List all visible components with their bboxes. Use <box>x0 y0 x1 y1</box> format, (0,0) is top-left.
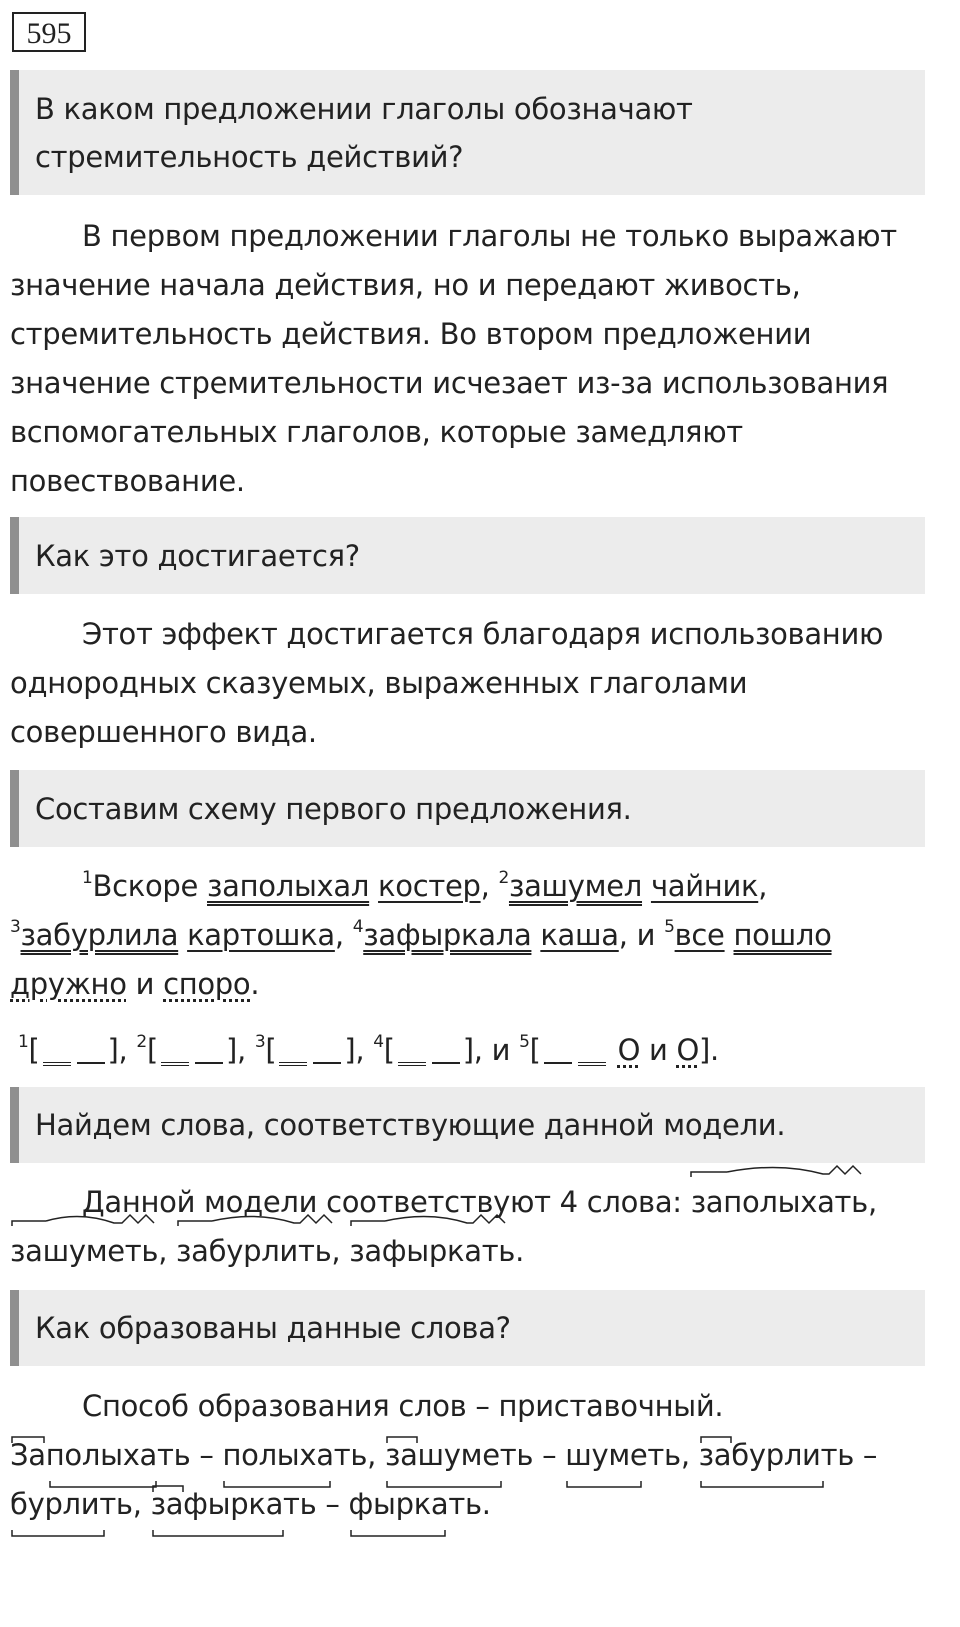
question-5 <box>10 1290 925 1366</box>
schema-conjunction: и <box>649 1033 668 1067</box>
answer-1 <box>10 212 925 506</box>
schema-predicate-line <box>578 1061 606 1066</box>
word-text: забурлить <box>698 1438 854 1472</box>
word-text: заполыхать <box>690 1185 868 1219</box>
base-word <box>349 1480 482 1529</box>
conjunction-word: и <box>135 967 155 1001</box>
clause-number: 3 <box>10 917 21 937</box>
word-text: зафыркать <box>349 1234 516 1268</box>
question-2-text: Как это достигается? <box>35 538 360 573</box>
word-text: забурлить <box>176 1234 332 1268</box>
schema-predicate-line <box>279 1061 307 1066</box>
morpheme-marks-icon <box>151 1480 291 1540</box>
adverbial-word: дружно <box>10 967 127 1001</box>
answer-4-lead: Данной модели соответствуют 4 слова: <box>82 1185 682 1219</box>
clause-number: 5 <box>664 917 675 937</box>
question-3-text: Составим схему первого предложения. <box>35 791 632 826</box>
prefixed-word <box>385 1431 533 1480</box>
morpheme-marks-icon <box>565 1431 645 1491</box>
schema-subject-line <box>77 1061 105 1064</box>
morpheme-marks-icon <box>349 1219 509 1239</box>
clause-number: 4 <box>352 917 364 937</box>
question-4-text: Найдем слова, соответствующие данной модели. <box>35 1108 786 1142</box>
schema-predicate-line <box>398 1061 426 1066</box>
conjunction-word: и <box>636 918 656 952</box>
schema-predicate-line <box>43 1061 71 1066</box>
question-3 <box>10 770 925 847</box>
morpheme-word <box>176 1227 331 1276</box>
base-word <box>10 1480 133 1529</box>
question-4 <box>10 1087 925 1163</box>
morpheme-marks-icon <box>691 1170 871 1190</box>
morpheme-word <box>691 1178 868 1227</box>
answer-5: Способ образования слов – приставочный. Заполыхать – полыхать, зашуметь – шуметь, забурлить – бурлить, зафыркать – фыркать. <box>10 1382 925 1529</box>
prefixed-word <box>699 1431 854 1480</box>
exercise-number: 595 <box>12 12 86 52</box>
morpheme-marks-icon <box>699 1431 829 1491</box>
answer-1-text: В первом предложении глаголы не только выражают значение начала действия, но и передают живость, стремительность действия. Во втором предложении значение стремительности исчезает из-за использования вспомогательных глаголов, которые замедляют повествование. <box>10 219 897 498</box>
base-word <box>222 1431 367 1480</box>
sentence-analysis: $^1$Вскоре заполыхал костер, $^2$зашумел чайник, $^3$забурлила картошка, $^4$зафыркала каша, и $^5$все пошло дружно и споро. <box>10 868 832 1001</box>
subject-word: каша <box>540 918 619 952</box>
schema-number: 4 <box>373 1032 384 1052</box>
schema-adverbial: О <box>676 1033 700 1067</box>
schema-adverbial: О <box>617 1033 641 1067</box>
schema-subject-line <box>195 1061 223 1064</box>
word-text: шуметь <box>565 1438 681 1472</box>
prefixed-word <box>10 1431 190 1480</box>
word-text: зашуметь <box>384 1438 534 1472</box>
adverb-word: Вскоре <box>92 869 199 903</box>
word-text: зафыркать <box>150 1487 317 1521</box>
predicate-word: зафыркала <box>363 918 532 952</box>
question-2 <box>10 517 925 594</box>
question-5-text: Как образованы данные слова? <box>35 1311 511 1345</box>
schema-subject-line <box>432 1061 460 1064</box>
morpheme-marks-icon <box>176 1219 336 1239</box>
sentence-schema: $^1$[ ], $^2$[ ], $^3$[ ], $^4$[ ], и $^5$[ О и О]. <box>18 1032 719 1067</box>
morpheme-marks-icon <box>10 1480 110 1540</box>
clause-number: 1 <box>82 868 93 888</box>
subject-word: костер <box>378 869 481 903</box>
answer-4: Данной модели соответствуют 4 слова: заполыхать, зашуметь, забурлить, зафыркать. <box>10 1178 925 1276</box>
question-1-text: В каком предложении глаголы обозначают стремительность действий? <box>35 91 693 174</box>
subject-word: чайник <box>650 869 759 903</box>
schema-number: 2 <box>136 1032 147 1052</box>
morpheme-marks-icon <box>349 1480 449 1540</box>
predicate-word: заполыхал <box>207 869 370 903</box>
schema-subject-line <box>313 1061 341 1064</box>
answer-2-text: Этот эффект достигается благодаря использованию однородных сказуемых, выраженных глаголами совершенного вида. <box>10 617 884 749</box>
predicate-word: пошло <box>733 918 832 952</box>
word-text: Заполыхать <box>10 1438 191 1472</box>
question-1 <box>10 70 925 195</box>
schema-number: 1 <box>18 1032 29 1052</box>
morpheme-word <box>10 1227 158 1276</box>
schema-number: 5 <box>519 1032 530 1052</box>
predicate-word: зашумел <box>508 869 643 903</box>
subject-word: картошка <box>187 918 335 952</box>
word-text: зашуметь <box>10 1234 159 1268</box>
answer-2 <box>10 610 925 757</box>
word-text: полыхать <box>222 1438 368 1472</box>
subject-word: все <box>674 918 725 952</box>
predicate-word: забурлила <box>20 918 179 952</box>
word-text: фыркать <box>348 1487 482 1521</box>
word-text: бурлить <box>10 1487 133 1521</box>
prefixed-word <box>151 1480 317 1529</box>
clause-number: 2 <box>498 868 509 888</box>
base-word <box>565 1431 681 1480</box>
schema-conjunction: и <box>491 1033 511 1067</box>
morpheme-word <box>349 1227 515 1276</box>
schema-subject-line <box>544 1061 572 1064</box>
adverbial-word: споро <box>163 967 251 1001</box>
schema-number: 3 <box>254 1032 266 1052</box>
schema-predicate-line <box>161 1061 189 1066</box>
answer-5-lead: Способ образования слов – приставочный. <box>82 1389 724 1423</box>
morpheme-marks-icon <box>10 1219 160 1239</box>
